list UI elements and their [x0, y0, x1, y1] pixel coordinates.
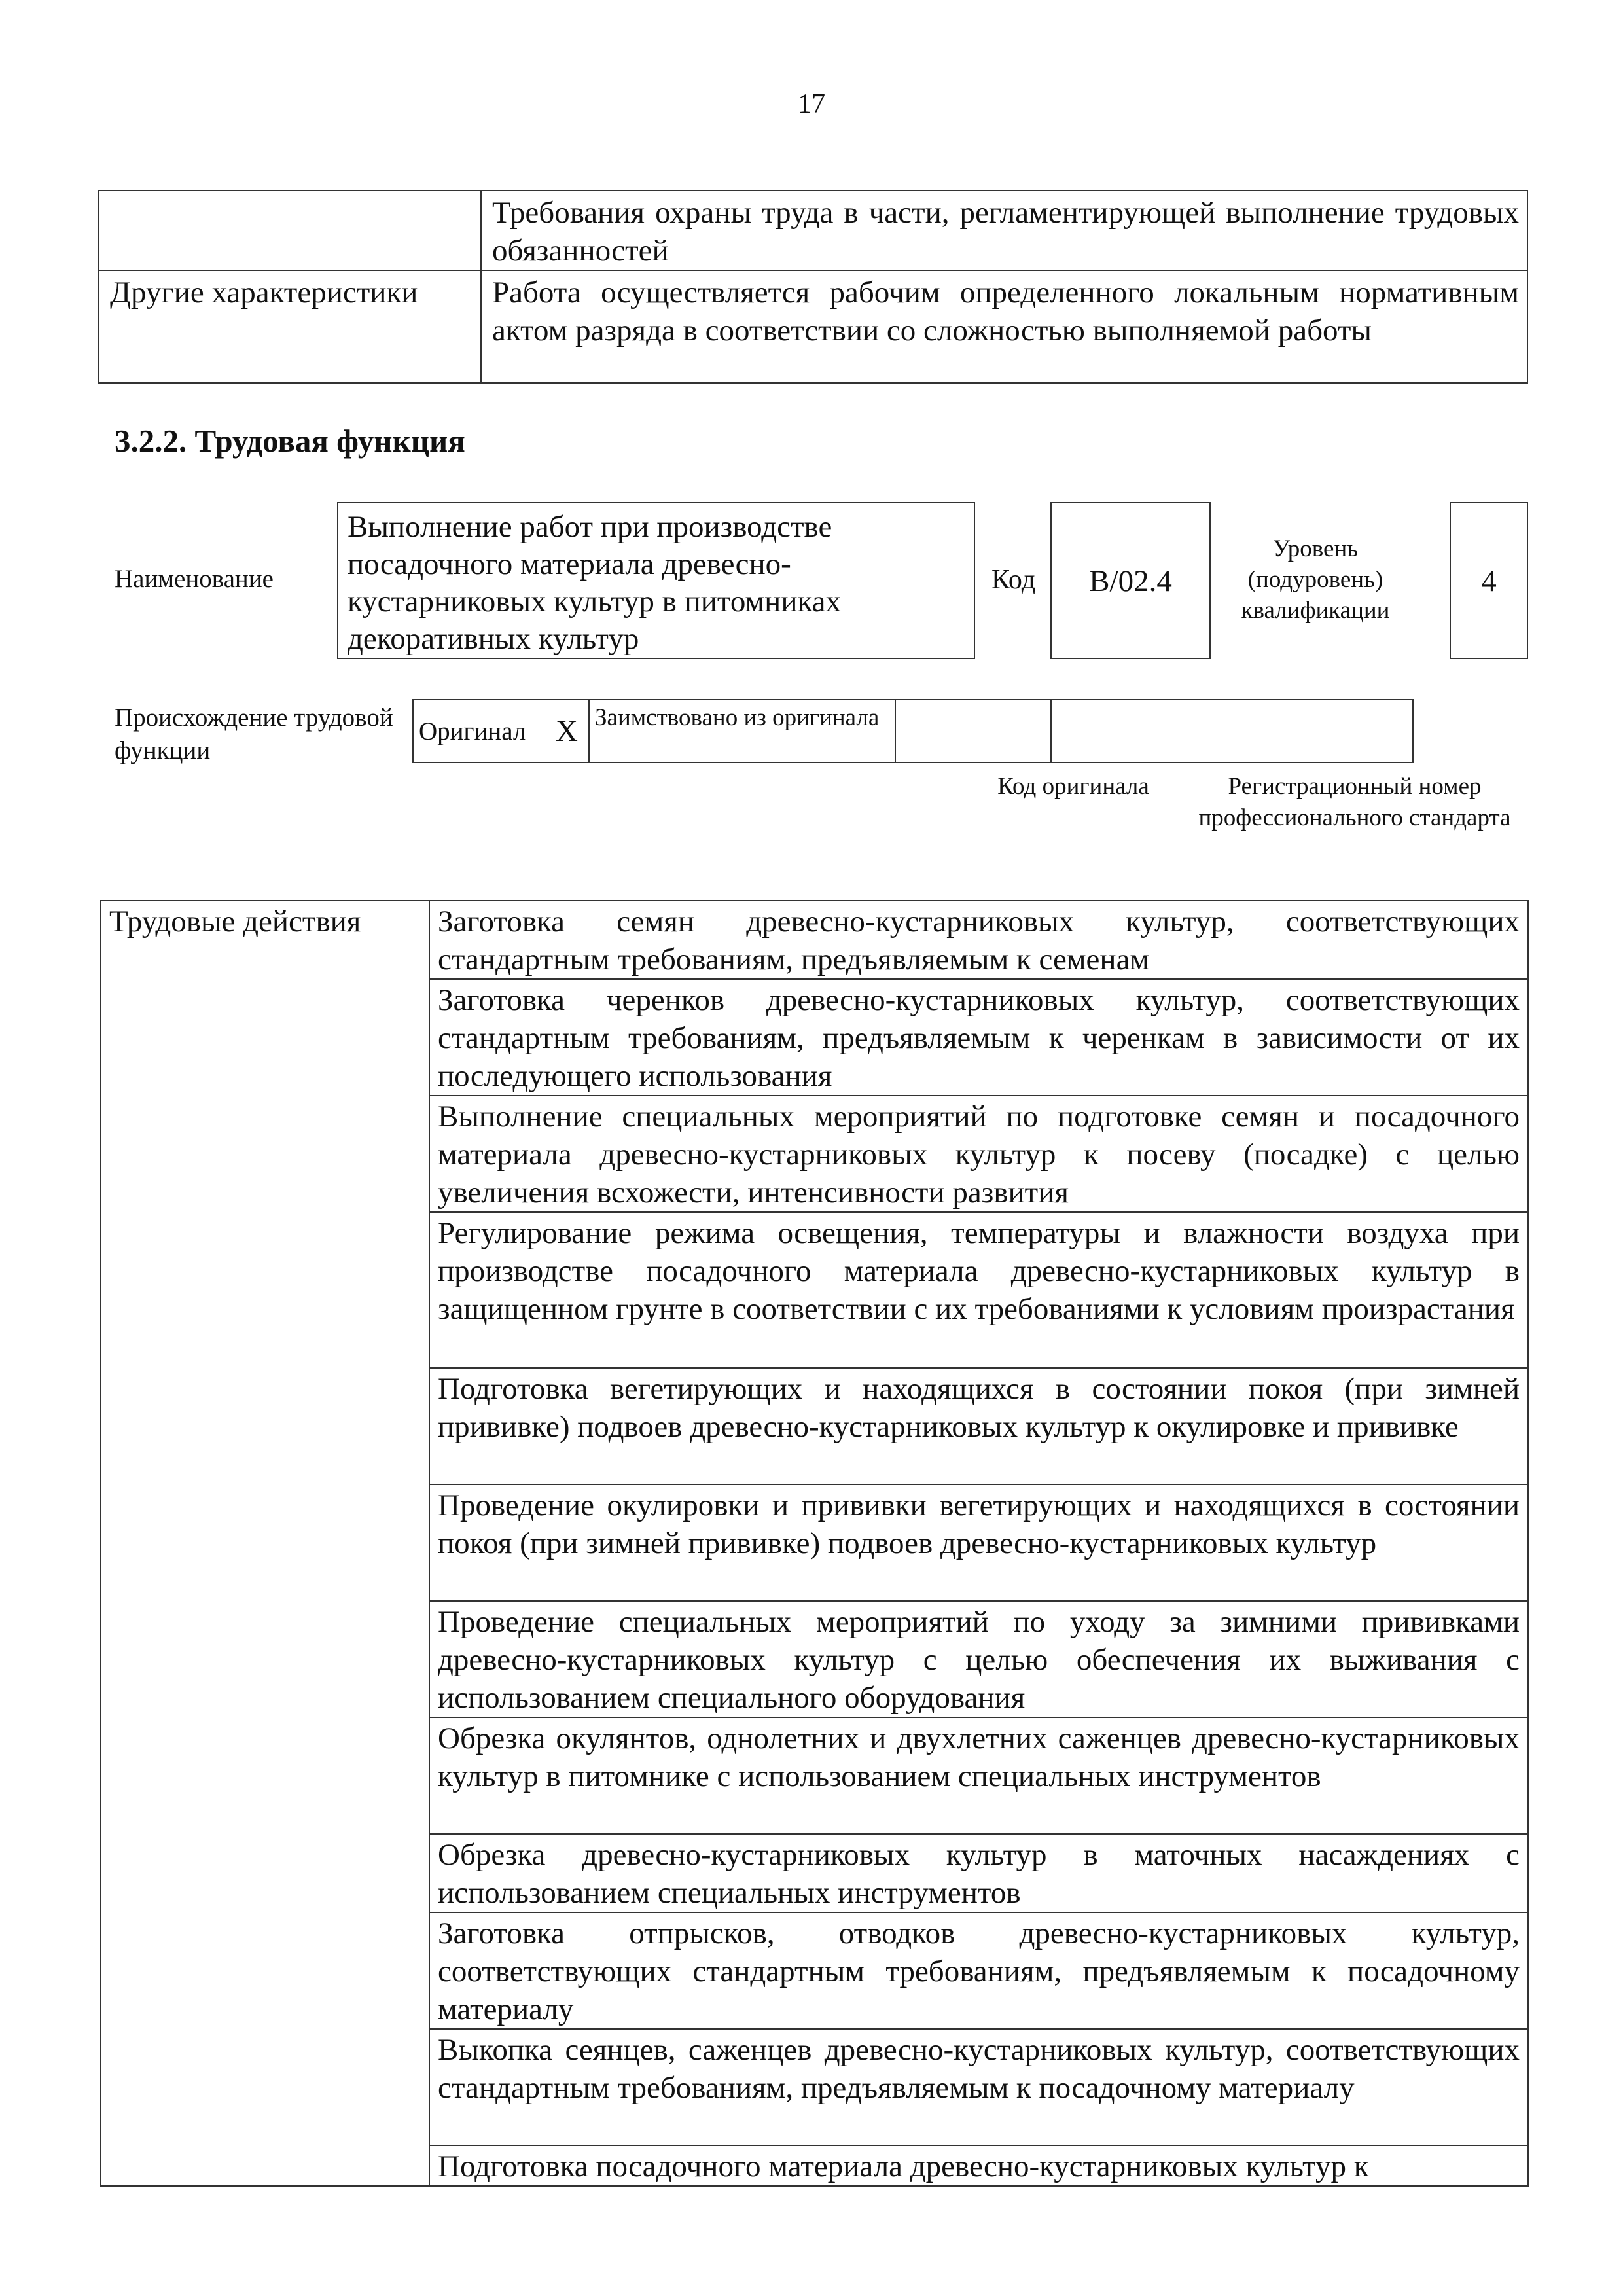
list-item: Обрезка древесно-кустарниковых культур в маточных насаждениях с использованием специальных инструментов	[429, 1834, 1528, 1912]
labor-actions-label: Трудовые действия	[101, 901, 429, 2186]
list-item: Проведение окулировки и прививки вегетирующих и находящихся в состоянии покоя (при зимней прививке) подвоев древесно-кустарниковых культур	[429, 1484, 1528, 1601]
list-item: Выполнение специальных мероприятий по подготовке семян и посадочного материала древесно-кустарниковых культур к посеву (посадке) с целью увеличения всхожести, интенсивности развития	[429, 1096, 1528, 1212]
table-row	[413, 700, 1413, 762]
qualification-requirements-table	[98, 190, 1528, 384]
original-code-cell	[895, 700, 1051, 762]
qualification-level-label: Уровень (подуровень) квалификации	[1241, 535, 1390, 624]
name-label: Наименование	[115, 565, 274, 593]
section-heading: 3.2.2. Трудовая функция	[115, 423, 465, 459]
function-name-box: Выполнение работ при производстве посадочного материала древесно-кустарниковых культур в питомниках декоративных культур	[337, 502, 975, 659]
qualification-level-box: 4	[1450, 502, 1528, 659]
origin-label: Происхождение трудовой функции	[115, 704, 393, 764]
list-item: Заготовка отпрысков, отводков древесно-кустарниковых культур, соответствующих стандартным требованиям, предъявляемым к посадочному материалу	[429, 1912, 1528, 2029]
list-item: Заготовка семян древесно-кустарниковых культур, соответствующих стандартным требованиям, предъявляемым к семенам	[429, 901, 1528, 979]
registration-number-cell	[1051, 700, 1413, 762]
page-number: 17	[798, 89, 825, 119]
list-item: Заготовка черенков древесно-кустарниковых культур, соответствующих стандартным требованиям, предъявляемым к черенкам в зависимости от их последующего использования	[429, 979, 1528, 1096]
origin-table	[412, 699, 1414, 763]
table-row	[99, 190, 1527, 270]
code-caption: Код оригинала	[997, 773, 1149, 800]
list-item: Регулирование режима освещения, температуры и влажности воздуха при производстве посадочного материала древесно-кустарниковых культур в защищенном грунте в соответствии с их требованиями к условиям произрастания	[429, 1212, 1528, 1368]
borrowed-label: Заимствовано из оригинала	[589, 700, 895, 762]
code-label: Код	[991, 565, 1036, 595]
table-row	[99, 270, 1527, 383]
list-item: Обрезка окулянтов, однолетних и двухлетних саженцев древесно-кустарниковых культур в питомнике с использованием специальных инструментов	[429, 1717, 1528, 1834]
registration-caption: Регистрационный номер профессионального стандарта	[1198, 773, 1511, 831]
row-label	[99, 190, 481, 270]
original-label: Оригинал	[413, 700, 545, 762]
original-mark: X	[545, 700, 589, 762]
labor-actions-table	[100, 900, 1529, 2187]
row-label: Другие характеристики	[99, 270, 481, 383]
row-text: Требования охраны труда в части, регламентирующей выполнение трудовых обязанностей	[481, 190, 1527, 270]
function-code-box: B/02.4	[1050, 502, 1211, 659]
table-row	[101, 901, 1528, 979]
list-item: Проведение специальных мероприятий по уходу за зимними прививками древесно-кустарниковых культур с целью обеспечения их выживания с использованием специального оборудования	[429, 1601, 1528, 1717]
list-item: Подготовка посадочного материала древесно-кустарниковых культур к	[429, 2145, 1528, 2186]
row-text: Работа осуществляется рабочим определенного локальным нормативным актом разряда в соответствии со сложностью выполняемой работы	[481, 270, 1527, 383]
list-item: Подготовка вегетирующих и находящихся в состоянии покоя (при зимней прививке) подвоев древесно-кустарниковых культур к окулировке и прививке	[429, 1368, 1528, 1484]
list-item: Выкопка сеянцев, саженцев древесно-кустарниковых культур, соответствующих стандартным требованиям, предъявляемым к посадочному материалу	[429, 2029, 1528, 2145]
